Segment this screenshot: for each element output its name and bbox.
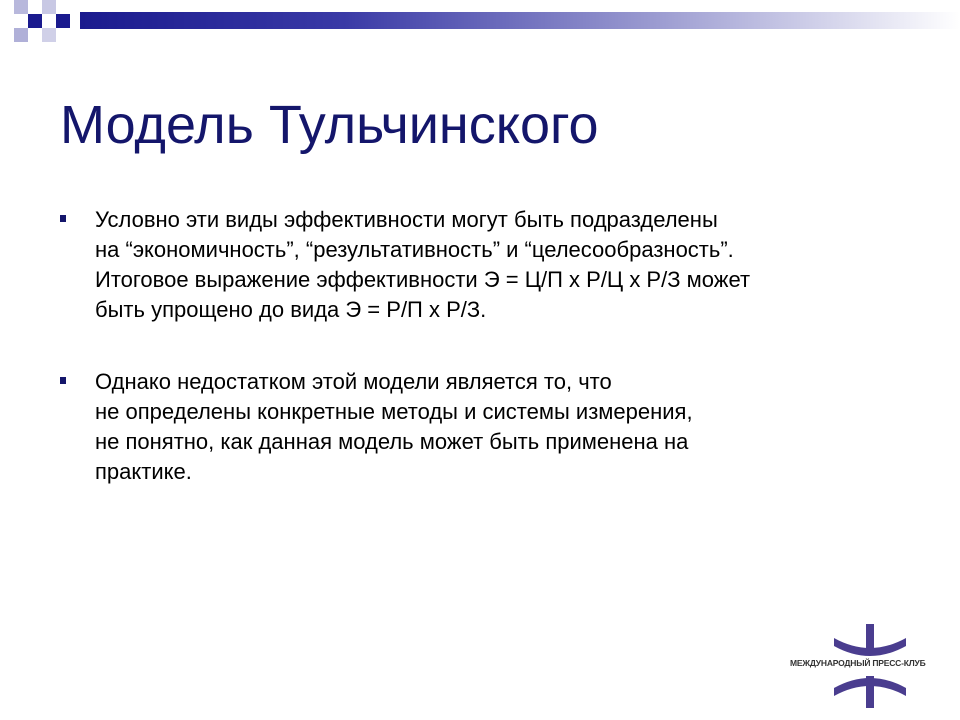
bullet-text-line: Итоговое выражение эффективности Э = Ц/П х Р/Ц х Р/З может bbox=[95, 267, 751, 292]
bullet-text-line: практике. bbox=[95, 459, 192, 484]
bullet-text-line: Однако недостатком этой модели является то, что bbox=[95, 369, 612, 394]
header-gradient-bar bbox=[80, 12, 960, 29]
deco-square bbox=[42, 28, 56, 42]
press-club-logo bbox=[790, 620, 926, 710]
bullet-text-line: не понятно, как данная модель может быть применена на bbox=[95, 429, 689, 454]
bullet-item bbox=[60, 367, 910, 487]
square-bullet-icon bbox=[60, 215, 66, 222]
header-decoration bbox=[0, 0, 960, 50]
logo-text: МЕЖДУНАРОДНЫЙ ПРЕСС-КЛУБ bbox=[790, 658, 926, 668]
bullet-text-line: быть упрощено до вида Э = Р/П х Р/З. bbox=[95, 297, 487, 322]
deco-square bbox=[14, 28, 28, 42]
square-bullet-icon bbox=[60, 377, 66, 384]
deco-square bbox=[14, 0, 28, 14]
deco-square bbox=[56, 14, 70, 28]
deco-square bbox=[42, 0, 56, 14]
bullet-list bbox=[60, 205, 910, 529]
slide-title: Модель Тульчинского bbox=[60, 95, 599, 155]
bullet-text-line: не определены конкретные методы и системы измерения, bbox=[95, 399, 693, 424]
bullet-text-line: на “экономичность”, “результативность” и “целесообразность”. bbox=[95, 237, 734, 262]
deco-square bbox=[28, 14, 42, 28]
bullet-text-line: Условно эти виды эффективности могут быть подразделены bbox=[95, 207, 718, 232]
bullet-item bbox=[60, 205, 910, 325]
